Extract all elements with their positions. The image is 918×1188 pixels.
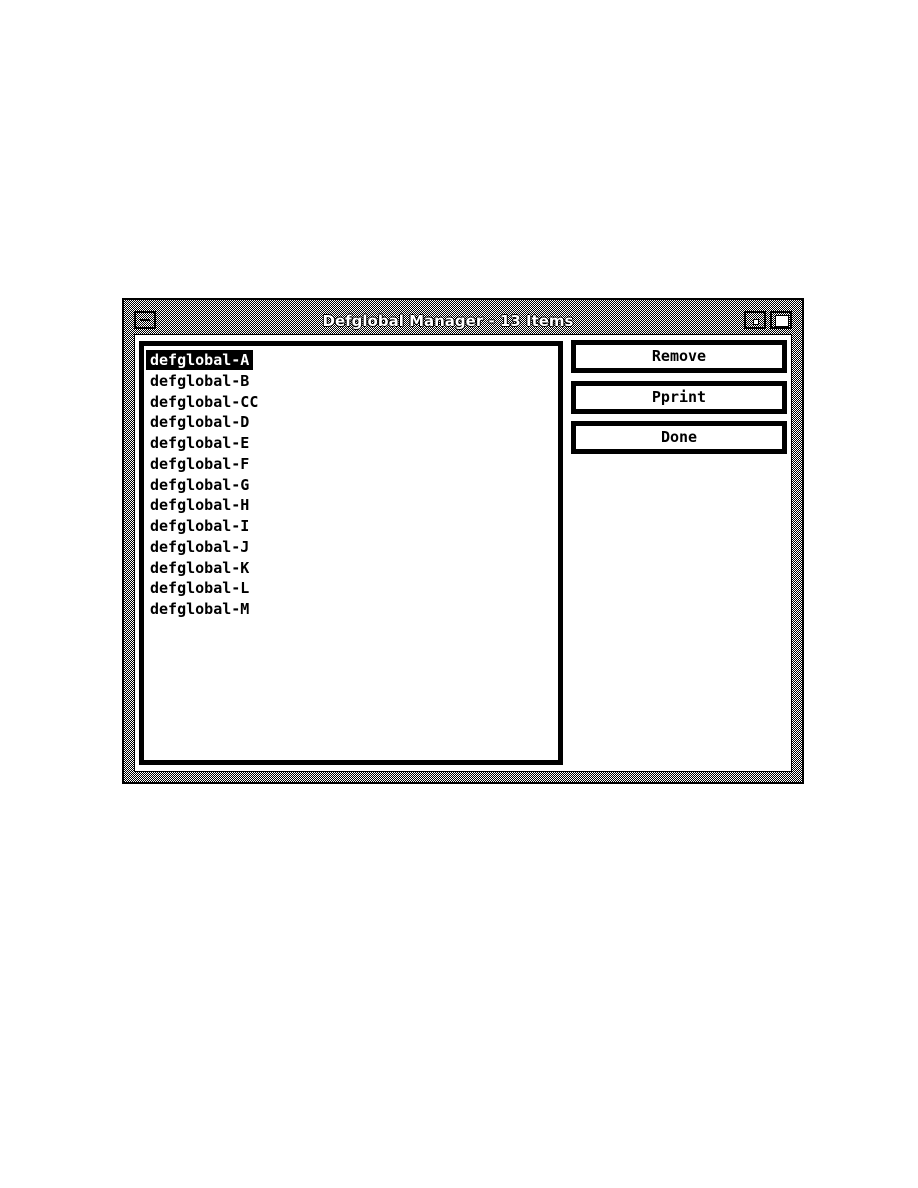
list-item[interactable]: defglobal-B [150,371,250,390]
list-item[interactable]: defglobal-H [150,496,250,515]
system-menu-icon[interactable] [134,311,156,329]
list-item[interactable]: defglobal-E [150,434,250,452]
list-item[interactable]: defglobal-K [150,558,250,577]
dialog-client-area [134,334,792,772]
pprint-button[interactable]: Pprint [571,381,787,414]
list-item[interactable]: defglobal-M [150,600,250,618]
defglobal-manager-window [122,298,804,784]
list-item[interactable]: defglobal-CC [150,392,259,411]
list-item[interactable]: defglobal-L [150,579,250,598]
title-bar[interactable] [132,310,794,332]
list-item[interactable]: defglobal-G [150,475,250,494]
window-title: Defglobal Manager - 13 Items [322,312,574,330]
remove-button[interactable]: Remove [571,340,787,373]
minimize-icon[interactable] [744,311,766,329]
list-item[interactable]: defglobal-J [150,537,250,556]
list-item[interactable]: defglobal-F [150,454,250,473]
maximize-icon[interactable] [770,311,792,329]
list-item[interactable]: defglobal-A [146,350,253,370]
list-item[interactable]: defglobal-I [150,517,250,535]
list-item[interactable]: defglobal-D [150,413,250,432]
done-button[interactable]: Done [571,421,787,454]
defglobal-list[interactable] [139,341,563,765]
